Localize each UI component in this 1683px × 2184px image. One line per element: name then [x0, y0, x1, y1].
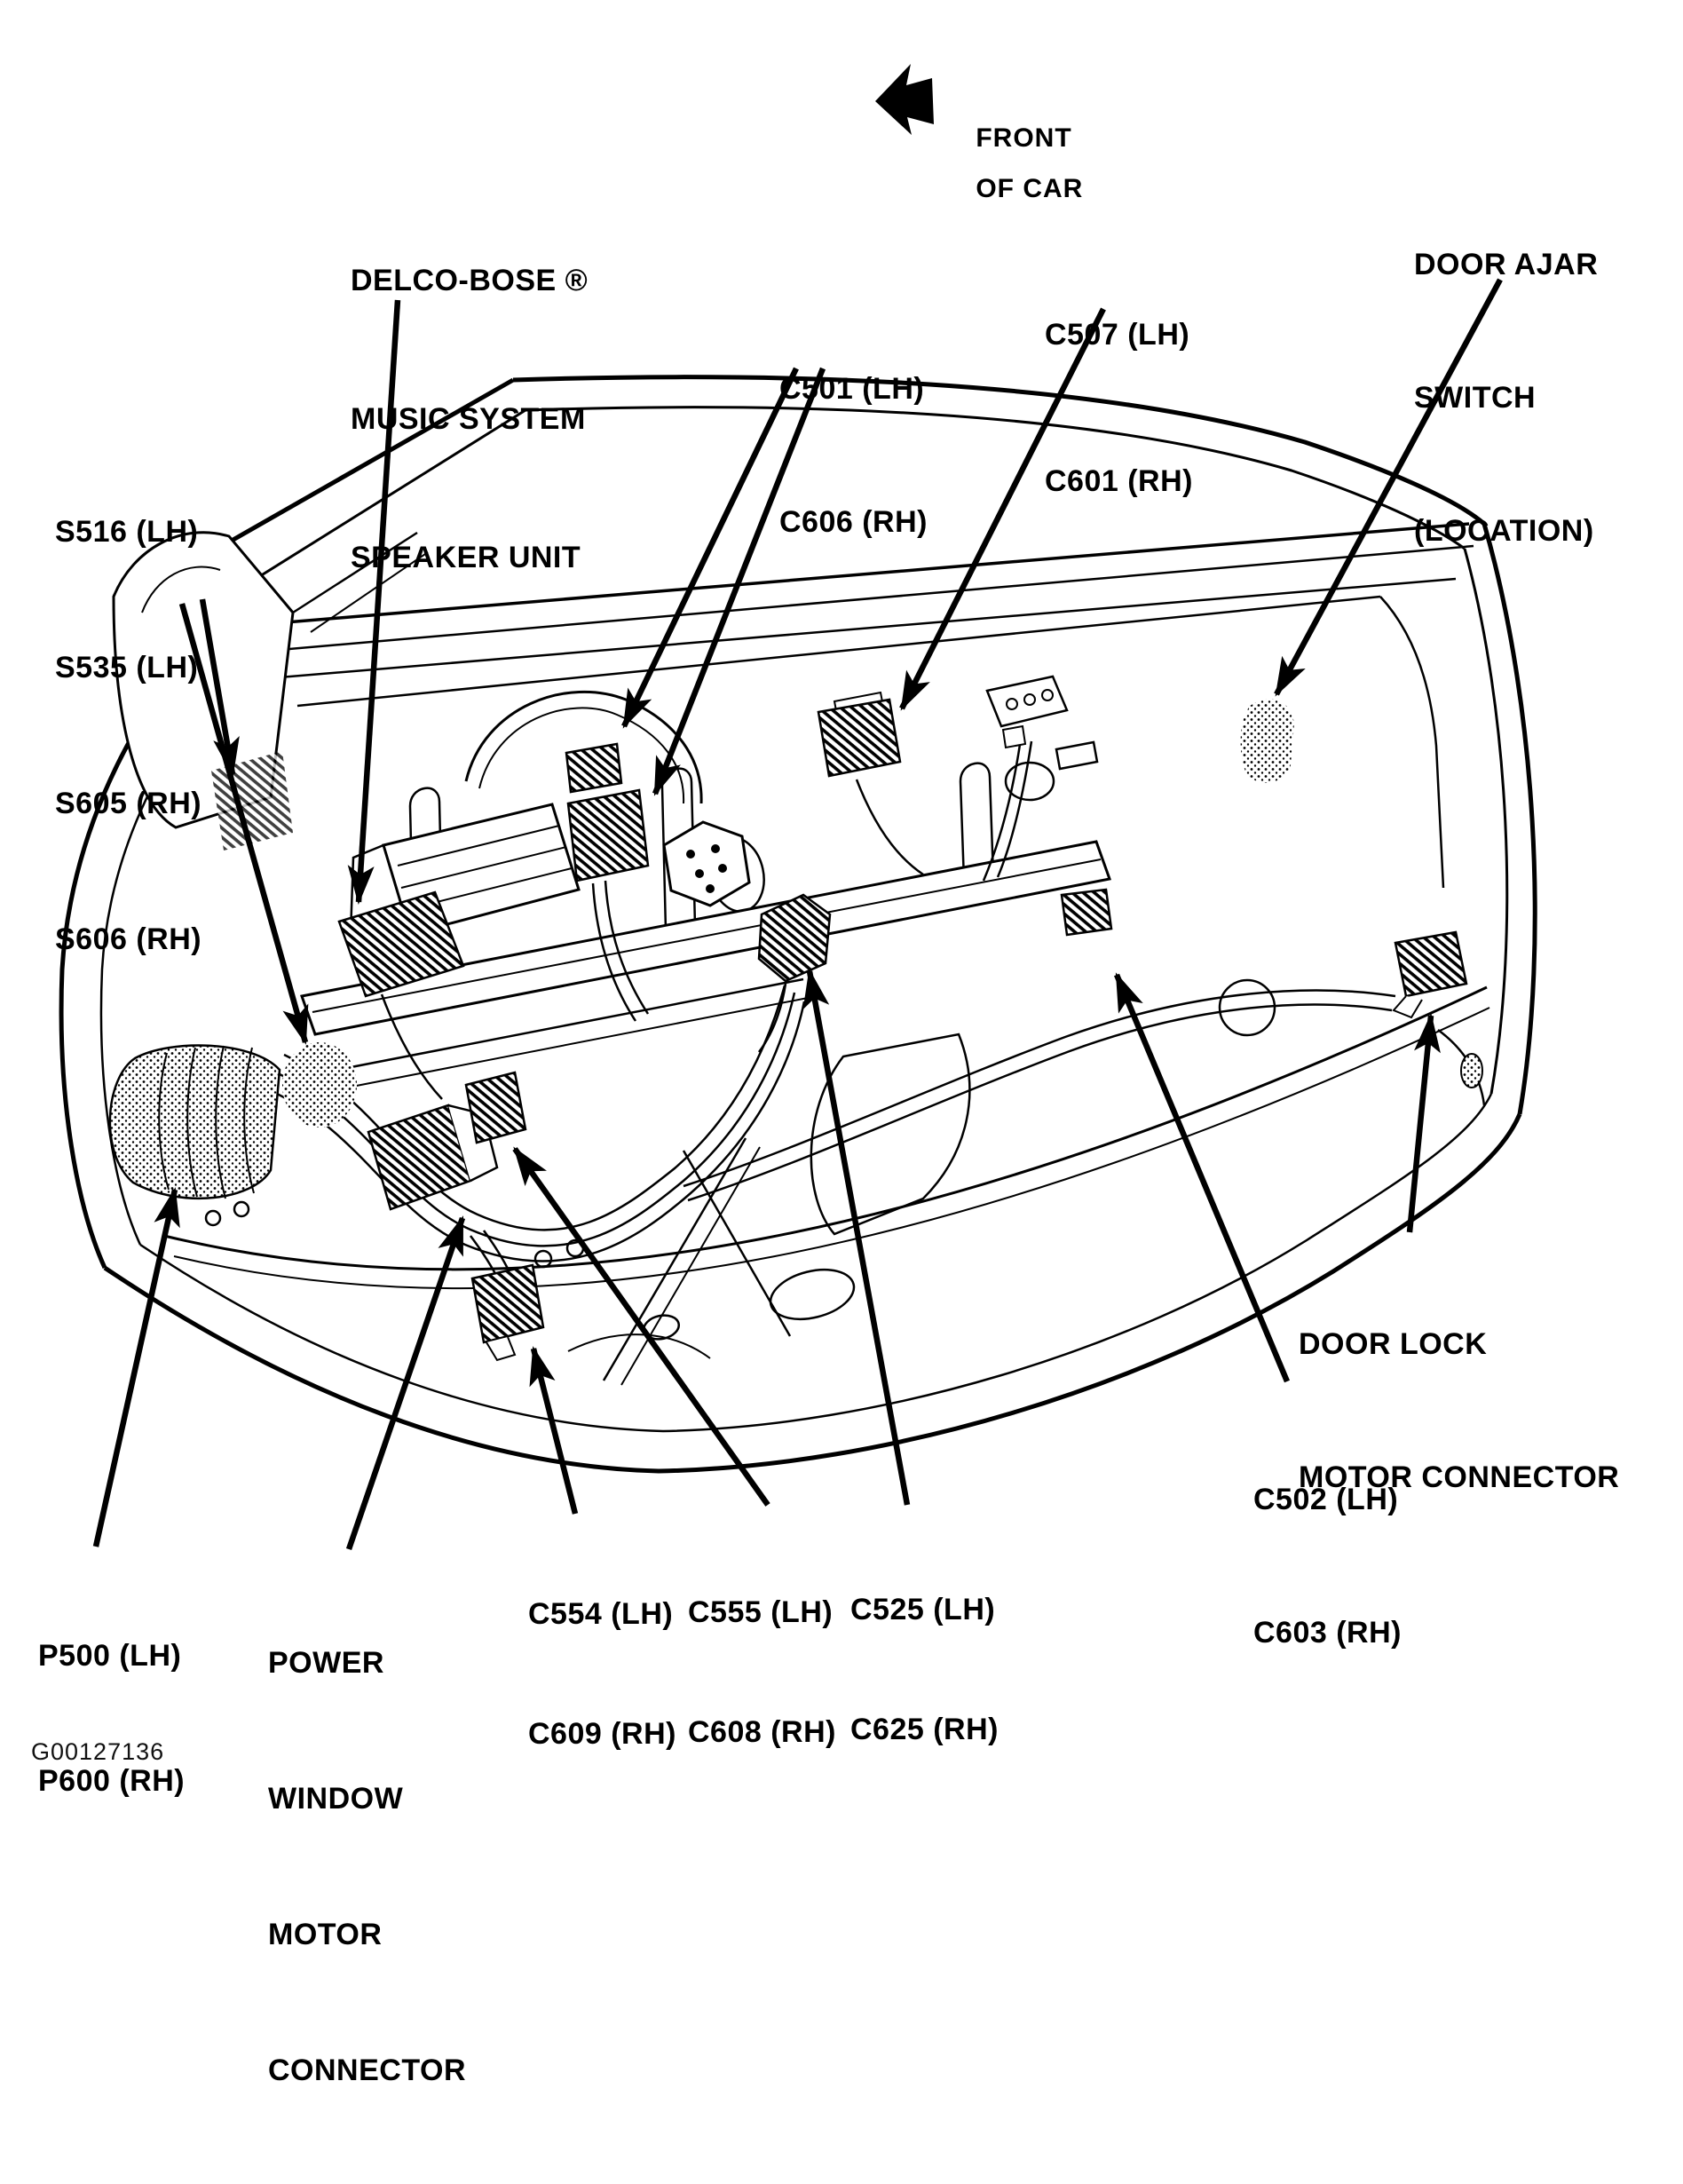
c608-rh: C608 (RH) — [688, 1715, 836, 1749]
arrow-c502 — [1117, 975, 1287, 1381]
door-ajar-line-1: DOOR AJAR — [1414, 248, 1599, 281]
splice-s516: S516 (LH) — [55, 515, 199, 549]
label-c507 — [1045, 213, 1193, 604]
power-window-line-1: POWER — [268, 1646, 384, 1680]
power-window-line-2: WINDOW — [268, 1782, 404, 1816]
p600-rh: P600 (RH) — [38, 1764, 186, 1798]
c502-lh: C502 (LH) — [1253, 1483, 1399, 1516]
label-c555 — [688, 1513, 836, 1832]
door-ajar-switch-location — [1241, 700, 1294, 783]
door-lock-line-2: MOTOR CONNECTOR — [1299, 1460, 1620, 1494]
splice-s606: S606 (RH) — [55, 922, 202, 956]
c501-lh: C501 (LH) — [779, 372, 925, 406]
arrow-door-lock — [1410, 1016, 1431, 1232]
front-line-2: OF CAR — [976, 174, 1084, 203]
label-speaker-unit — [351, 165, 588, 673]
label-c502 — [1253, 1389, 1402, 1744]
arrow-c554 — [533, 1349, 575, 1514]
label-c525 — [850, 1510, 999, 1830]
c603-rh: C603 (RH) — [1253, 1616, 1402, 1650]
speaker-unit — [351, 692, 701, 934]
c555-lh: C555 (LH) — [688, 1595, 834, 1629]
label-c501 — [779, 278, 928, 633]
speaker-unit-line-1: DELCO-BOSE ® — [351, 264, 589, 297]
speaker-unit-line-3: SPEAKER UNIT — [351, 541, 581, 574]
connector-c502 — [1062, 890, 1111, 935]
connector-c555 — [466, 1072, 525, 1143]
c525-lh: C525 (LH) — [850, 1593, 996, 1626]
label-splices — [55, 419, 201, 1053]
arrow-c525 — [810, 971, 907, 1505]
door-lock-motor-connector — [1394, 932, 1466, 1017]
power-window-line-4: CONNECTOR — [268, 2053, 466, 2087]
connector-c507 — [818, 692, 900, 776]
c609-rh: C609 (RH) — [528, 1717, 676, 1751]
arrow-c555 — [515, 1149, 768, 1505]
label-p500 — [38, 1552, 185, 1886]
c606-rh: C606 (RH) — [779, 505, 928, 539]
front-line-1: FRONT — [976, 123, 1072, 153]
c554-lh: C554 (LH) — [528, 1597, 674, 1631]
p500-lh: P500 (LH) — [38, 1639, 182, 1673]
c507-lh: C507 (LH) — [1045, 318, 1190, 352]
label-door-ajar — [1414, 154, 1598, 642]
c601-rh: C601 (RH) — [1045, 464, 1193, 498]
splice-s605: S605 (RH) — [55, 787, 202, 820]
label-c554 — [528, 1515, 676, 1834]
lock-rod-connector — [987, 677, 1067, 748]
door-ajar-line-2: SWITCH — [1414, 381, 1537, 415]
power-window-line-3: MOTOR — [268, 1918, 383, 1951]
connector-c501-upper — [566, 744, 621, 792]
connector-c501-lower — [568, 790, 648, 881]
front-of-car-arrow-icon — [875, 64, 934, 135]
connector-hex-face — [664, 822, 749, 906]
connector-c554 — [472, 1265, 543, 1360]
door-harness-boot — [110, 1045, 280, 1225]
door-ajar-line-3: (LOCATION) — [1414, 514, 1594, 548]
label-power-window — [268, 1550, 466, 2184]
arrow-c501-1 — [624, 368, 796, 726]
speaker-unit-line-2: MUSIC SYSTEM — [351, 402, 586, 436]
splice-s535: S535 (LH) — [55, 651, 199, 684]
arrow-p500 — [96, 1190, 175, 1547]
door-lock-line-1: DOOR LOCK — [1299, 1327, 1488, 1361]
c625-rh: C625 (RH) — [850, 1713, 999, 1746]
figure-id: G00127136 — [31, 1738, 165, 1765]
